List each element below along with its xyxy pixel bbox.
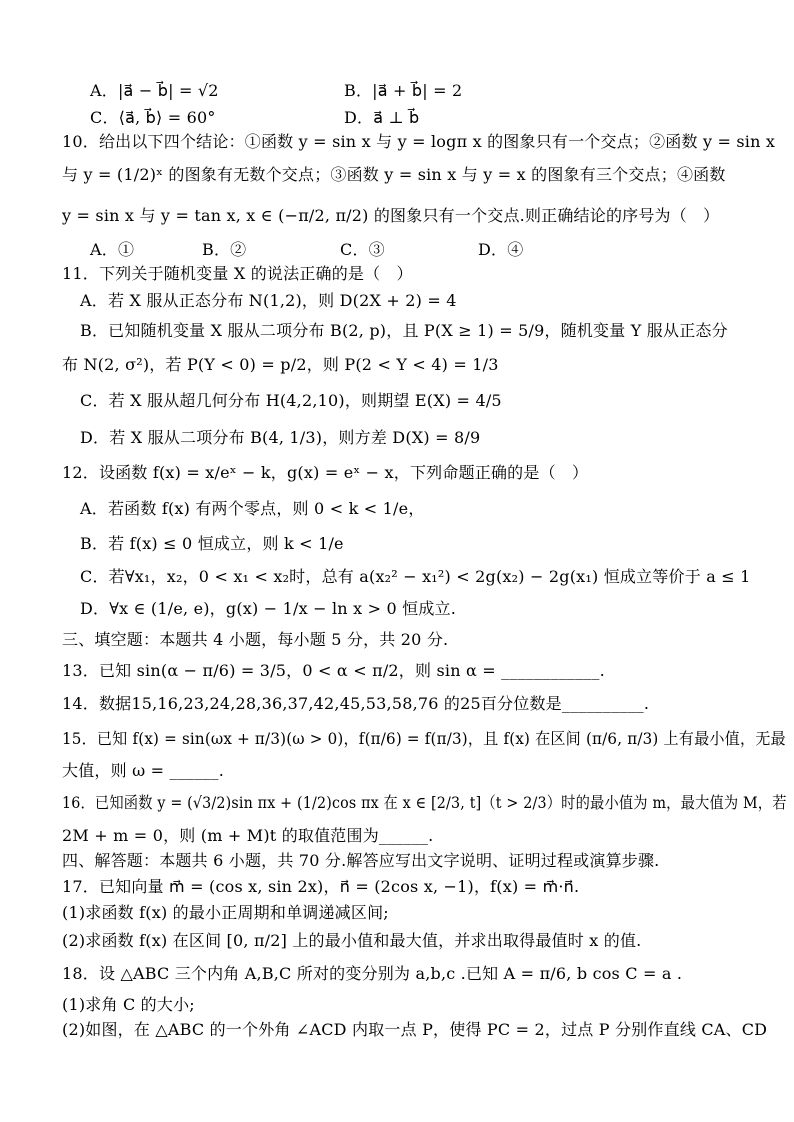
q10-option-d: D．④ bbox=[478, 240, 524, 259]
q12-option-a: A．若函数 f(x) 有两个零点，则 0 < k < 1/e， bbox=[80, 499, 425, 518]
q9-option-d: D．a⃗ ⊥ b⃗ bbox=[344, 108, 420, 127]
q10-option-c: C．③ bbox=[340, 240, 385, 259]
q9-option-b: B．|a⃗ + b⃗| = 2 bbox=[344, 81, 463, 100]
q10-option-b: B．② bbox=[202, 240, 247, 259]
q11-option-d: D．若 X 服从二项分布 B(4, 1/3)，则方差 D(X) = 8/9 bbox=[80, 428, 481, 447]
q16-line-1: 16．已知函数 y = (√3/2)sin πx + (1/2)cos πx 在 x ∈ [2/3, t]（t > 2/3）时的最小值为 m，最大值为 M，若 bbox=[62, 793, 787, 812]
q18-part-1: (1)求角 C 的大小; bbox=[62, 995, 195, 1014]
q10-stem-line-2: 与 y = (1/2)ˣ 的图象有无数个交点；③函数 y = sin x 与 y = x 的图象有三个交点；④函数 bbox=[62, 165, 726, 184]
q12-option-d: D．∀x ∈ (1/e, e)，g(x) − 1/x − ln x > 0 恒成立. bbox=[80, 599, 457, 618]
q9-option-c: C．⟨a⃗, b⃗⟩ = 60° bbox=[90, 108, 216, 127]
q10-stem-line-1: 10．给出以下四个结论：①函数 y = sin x 与 y = logπ x 的图象只有一个交点；②函数 y = sin x bbox=[62, 132, 776, 151]
q11-option-a: A．若 X 服从正态分布 N(1,2)，则 D(2X + 2) = 4 bbox=[80, 291, 457, 310]
q12-option-b: B．若 f(x) ≤ 0 恒成立，则 k < 1/e bbox=[80, 534, 344, 553]
q9-options-row-1 bbox=[90, 80, 462, 102]
q10-option-a: A．① bbox=[90, 240, 135, 259]
q18-stem: 18．设 △ABC 三个内角 A,B,C 所对的变分别为 a,b,c .已知 A = π/6, b cos C = a . bbox=[62, 964, 683, 983]
q18-part-2: (2)如图，在 △ABC 的一个外角 ∠ACD 内取一点 P，使得 PC = 2，过点 P 分别作直线 CA、CD bbox=[62, 1020, 768, 1039]
q12-stem: 12．设函数 f(x) = x/eˣ − k，g(x) = eˣ − x，下列命题正确的是（ ） bbox=[62, 463, 589, 482]
q12-option-c: C．若∀x₁，x₂，0 < x₁ < x₂时，总有 a(x₂² − x₁²) < 2g(x₂) − 2g(x₁) 恒成立等价于 a ≤ 1 bbox=[80, 567, 751, 586]
q17-part-2: (2)求函数 f(x) 在区间 [0, π/2] 上的最小值和最大值，并求出取得最值时 x 的值. bbox=[62, 931, 642, 950]
q10-stem-line-3: y = sin x 与 y = tan x, x ∈ (−π/2, π/2) 的图象只有一个交点.则正确结论的序号为（ ） bbox=[62, 206, 720, 225]
q15-line-2: 大值，则 ω = ______. bbox=[62, 761, 224, 780]
q13: 13．已知 sin(α − π/6) = 3/5，0 < α < π/2，则 sin α = ____________. bbox=[62, 661, 605, 680]
q11-option-b-line-1: B．已知随机变量 X 服从二项分布 B(2, p)，且 P(X ≥ 1) = 5/9，随机变量 Y 服从正态分 bbox=[80, 321, 728, 340]
q10-options-row bbox=[90, 239, 523, 261]
q11-stem: 11．下列关于随机变量 X 的说法正确的是（ ） bbox=[62, 264, 413, 283]
q9-option-a: A．|a⃗ − b⃗| = √2 bbox=[90, 81, 219, 100]
q11-option-c: C．若 X 服从超几何分布 H(4,2,10)，则期望 E(X) = 4/5 bbox=[80, 391, 502, 410]
section-3-heading: 三、填空题：本题共 4 小题，每小题 5 分，共 20 分. bbox=[62, 630, 449, 649]
q9-options-row-2 bbox=[90, 107, 419, 129]
section-4-heading: 四、解答题：本题共 6 小题，共 70 分.解答应写出文字说明、证明过程或演算步骤. bbox=[62, 851, 660, 870]
q17-stem: 17．已知向量 m⃗ = (cos x, sin 2x)，n⃗ = (2cos x, −1)，f(x) = m⃗·n⃗. bbox=[62, 877, 580, 896]
q16-line-2: 2M + m = 0，则 (m + M)t 的取值范围为______. bbox=[62, 826, 434, 845]
q17-part-1: (1)求函数 f(x) 的最小正周期和单调递减区间; bbox=[62, 903, 389, 922]
q11-option-b-line-2: 布 N(2, σ²)，若 P(Y < 0) = p/2，则 P(2 < Y < 4) = 1/3 bbox=[62, 355, 499, 374]
q15-line-1: 15．已知 f(x) = sin(ωx + π/3)(ω > 0)，f(π/6) = f(π/3)，且 f(x) 在区间 (π/6, π/3) 上有最小值，无最 bbox=[62, 729, 786, 748]
q14: 14．数据15,16,23,24,28,36,37,42,45,53,58,76 的25百分位数是__________. bbox=[62, 694, 650, 713]
